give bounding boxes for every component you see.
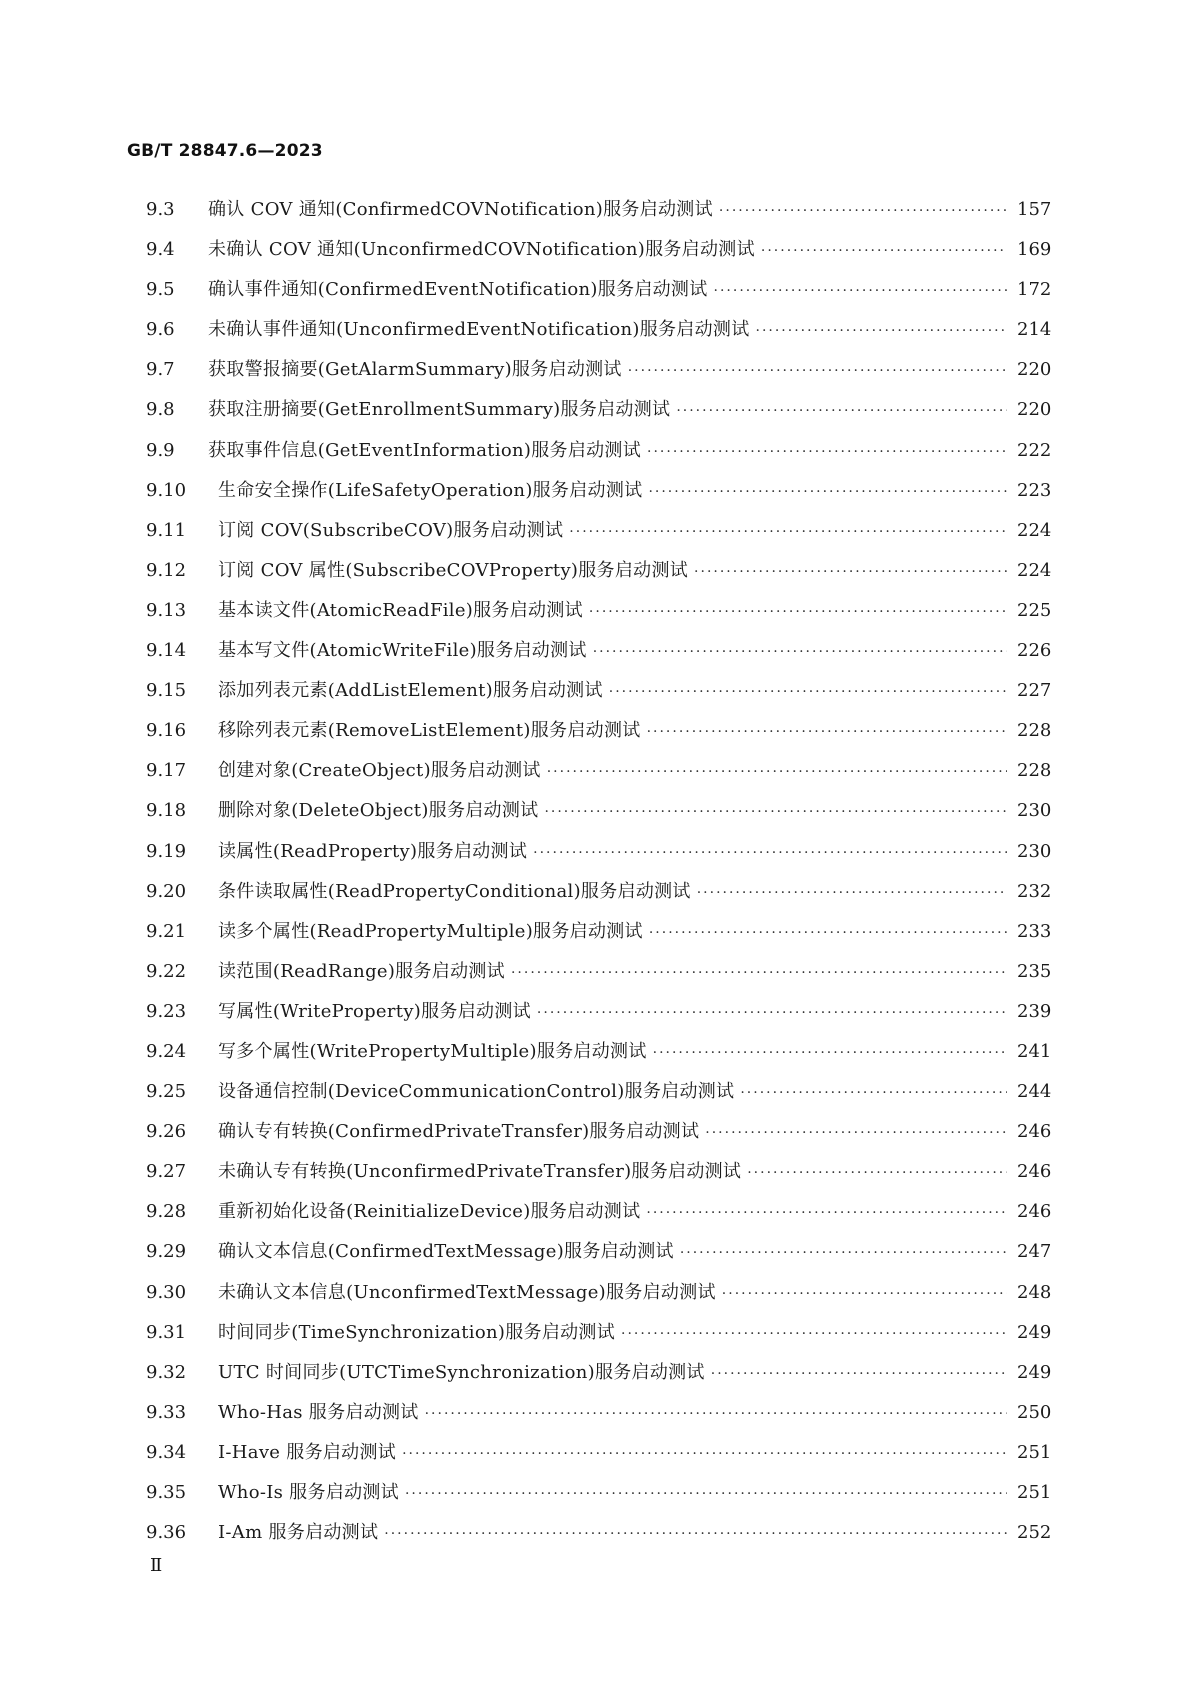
toc-entry-number: 9.22 [146, 960, 187, 982]
toc-entry-number: 9.28 [146, 1201, 187, 1223]
toc-entry-title: 生命安全操作(LifeSafetyOperation)服务启动测试 [218, 479, 643, 501]
toc-entry-title: 获取警报摘要(GetAlarmSummary)服务启动测试 [208, 359, 622, 381]
toc-dot-leader [747, 1153, 1007, 1193]
toc-entry[interactable] [146, 230, 1051, 270]
standard-number-header: GB/T 28847.6—2023 [127, 141, 323, 161]
toc-entry-title: 确认事件通知(ConfirmedEventNotification)服务启动测试 [208, 279, 708, 301]
toc-entry-number: 9.21 [146, 920, 187, 942]
toc-entry-title: 未确认专有转换(UnconfirmedPrivateTransfer)服务启动测试 [218, 1161, 742, 1183]
toc-entry[interactable] [146, 832, 1051, 872]
toc-entry[interactable] [146, 1273, 1051, 1313]
toc-dot-leader [648, 472, 1007, 512]
toc-entry-page: 226 [1017, 640, 1052, 662]
toc-entry-page: 230 [1017, 800, 1052, 822]
toc-dot-leader [511, 953, 1007, 993]
toc-entry-page: 169 [1017, 239, 1052, 261]
toc-entry[interactable] [146, 591, 1051, 631]
toc-dot-leader [646, 1193, 1007, 1233]
toc-entry[interactable] [146, 1393, 1051, 1433]
toc-entry-number: 9.9 [146, 439, 175, 461]
toc-entry-page: 249 [1017, 1321, 1052, 1343]
toc-entry-title: 获取注册摘要(GetEnrollmentSummary)服务启动测试 [208, 399, 671, 421]
toc-dot-leader [593, 632, 1007, 672]
toc-dot-leader [533, 833, 1007, 873]
toc-dot-leader [537, 993, 1007, 1033]
toc-entry-page: 235 [1017, 960, 1052, 982]
toc-entry-number: 9.14 [146, 640, 187, 662]
toc-entry[interactable] [146, 1152, 1051, 1192]
toc-dot-leader [589, 592, 1007, 632]
toc-entry-title: 基本写文件(AtomicWriteFile)服务启动测试 [218, 640, 587, 662]
toc-entry-number: 9.3 [146, 199, 175, 220]
toc-entry-page: 241 [1017, 1040, 1052, 1062]
toc-dot-leader [649, 913, 1007, 953]
toc-entry-number: 9.6 [146, 319, 175, 341]
toc-entry-title: 确认专有转换(ConfirmedPrivateTransfer)服务启动测试 [218, 1121, 700, 1143]
toc-entry[interactable] [146, 1513, 1051, 1553]
toc-entry-page: 244 [1017, 1081, 1052, 1103]
toc-entry-page: 228 [1017, 720, 1052, 742]
table-of-contents [146, 190, 1051, 1553]
toc-entry-number: 9.32 [146, 1361, 187, 1383]
toc-entry-title: 读属性(ReadProperty)服务启动测试 [218, 840, 528, 862]
toc-entry-number: 9.34 [146, 1441, 187, 1463]
toc-entry[interactable] [146, 1192, 1051, 1232]
toc-entry-number: 9.27 [146, 1161, 187, 1183]
toc-entry-title: 未确认文本信息(UnconfirmedTextMessage)服务启动测试 [218, 1281, 716, 1303]
toc-entry-page: 220 [1017, 359, 1052, 381]
toc-entry-number: 9.20 [146, 880, 187, 902]
toc-entry-number: 9.36 [146, 1522, 187, 1544]
toc-entry[interactable] [146, 711, 1051, 751]
toc-entry[interactable] [146, 1353, 1051, 1393]
toc-entry-number: 9.19 [146, 840, 187, 862]
toc-entry-title: 删除对象(DeleteObject)服务启动测试 [218, 800, 539, 822]
toc-entry-title: 确认 COV 通知(ConfirmedCOVNotification)服务启动测试 [208, 199, 713, 220]
toc-entry-number: 9.10 [146, 479, 187, 501]
toc-entry[interactable] [146, 912, 1051, 952]
toc-entry[interactable] [146, 1072, 1051, 1112]
toc-entry-page: 239 [1017, 1000, 1052, 1022]
toc-entry-page: 224 [1017, 559, 1052, 581]
toc-entry-number: 9.33 [146, 1401, 187, 1423]
toc-entry-title: 基本读文件(AtomicReadFile)服务启动测试 [218, 599, 583, 621]
toc-entry-page: 251 [1017, 1441, 1052, 1463]
toc-entry[interactable] [146, 751, 1051, 791]
toc-entry-page: 220 [1017, 399, 1052, 421]
toc-entry-number: 9.24 [146, 1040, 187, 1062]
toc-dot-leader [384, 1514, 1007, 1554]
toc-dot-leader [722, 1274, 1007, 1314]
toc-entry[interactable] [146, 671, 1051, 711]
toc-dot-leader [697, 873, 1007, 913]
toc-entry[interactable] [146, 1112, 1051, 1152]
toc-entry-number: 9.4 [146, 239, 175, 261]
toc-entry-title: UTC 时间同步(UTCTimeSynchronization)服务启动测试 [218, 1361, 705, 1383]
toc-dot-leader [694, 552, 1007, 592]
toc-entry-page: 246 [1017, 1161, 1052, 1183]
toc-entry-title: 添加列表元素(AddListElement)服务启动测试 [218, 680, 603, 702]
toc-dot-leader [711, 1354, 1007, 1394]
toc-dot-leader [402, 1434, 1007, 1474]
toc-entry-number: 9.8 [146, 399, 175, 421]
toc-entry[interactable] [146, 1313, 1051, 1353]
toc-entry-title: I-Have 服务启动测试 [218, 1441, 397, 1463]
toc-entry-number: 9.35 [146, 1482, 187, 1503]
toc-entry[interactable] [146, 270, 1051, 310]
toc-entry-title: Who-Is 服务启动测试 [218, 1482, 399, 1503]
toc-entry-title: 写多个属性(WritePropertyMultiple)服务启动测试 [218, 1040, 647, 1062]
toc-entry[interactable] [146, 190, 1051, 230]
toc-entry-page: 249 [1017, 1361, 1052, 1383]
toc-entry-title: 获取事件信息(GetEventInformation)服务启动测试 [208, 439, 642, 461]
toc-dot-leader [647, 432, 1007, 472]
toc-entry-title: 设备通信控制(DeviceCommunicationControl)服务启动测试 [218, 1081, 735, 1103]
toc-entry-page: 224 [1017, 519, 1052, 541]
toc-entry-number: 9.17 [146, 760, 187, 782]
toc-entry-number: 9.7 [146, 359, 175, 381]
toc-entry-number: 9.13 [146, 599, 187, 621]
toc-entry-page: 157 [1017, 199, 1052, 220]
toc-dot-leader [676, 391, 1007, 431]
toc-entry-number: 9.25 [146, 1081, 187, 1103]
toc-entry-page: 214 [1017, 319, 1052, 341]
toc-dot-leader [569, 512, 1007, 552]
toc-dot-leader [714, 271, 1007, 311]
toc-entry-page: 230 [1017, 840, 1052, 862]
toc-entry[interactable] [146, 1473, 1051, 1513]
toc-entry-title: 读多个属性(ReadPropertyMultiple)服务启动测试 [218, 920, 643, 942]
toc-entry-page: 250 [1017, 1401, 1052, 1423]
toc-entry-page: 246 [1017, 1121, 1052, 1143]
toc-entry-number: 9.31 [146, 1321, 187, 1343]
toc-entry-number: 9.29 [146, 1241, 187, 1263]
toc-entry[interactable] [146, 390, 1051, 430]
toc-entry-number: 9.15 [146, 680, 187, 702]
toc-entry-title: 订阅 COV(SubscribeCOV)服务启动测试 [218, 519, 564, 541]
toc-dot-leader [680, 1233, 1007, 1273]
toc-entry-title: 读范围(ReadRange)服务启动测试 [218, 960, 505, 982]
toc-entry-page: 223 [1017, 479, 1052, 501]
toc-entry-page: 247 [1017, 1241, 1052, 1263]
toc-entry[interactable] [146, 551, 1051, 591]
toc-entry-number: 9.18 [146, 800, 187, 822]
toc-dot-leader [547, 752, 1007, 792]
toc-entry[interactable] [146, 350, 1051, 390]
toc-entry[interactable] [146, 431, 1051, 471]
toc-dot-leader [761, 231, 1007, 271]
toc-entry-page: 222 [1017, 439, 1052, 461]
toc-entry-title: 未确认事件通知(UnconfirmedEventNotification)服务启动测试 [208, 319, 750, 341]
toc-entry-title: 确认文本信息(ConfirmedTextMessage)服务启动测试 [218, 1241, 674, 1263]
toc-dot-leader [740, 1073, 1007, 1113]
toc-entry-page: 232 [1017, 880, 1052, 902]
toc-entry[interactable] [146, 1433, 1051, 1473]
toc-entry[interactable] [146, 791, 1051, 831]
toc-dot-leader [653, 1033, 1007, 1073]
toc-entry-page: 248 [1017, 1281, 1052, 1303]
toc-entry-title: 写属性(WriteProperty)服务启动测试 [218, 1000, 531, 1022]
toc-entry-page: 228 [1017, 760, 1052, 782]
toc-entry-page: 252 [1017, 1522, 1052, 1544]
page-folio: Ⅱ [150, 1555, 163, 1576]
toc-entry-title: 条件读取属性(ReadPropertyConditional)服务启动测试 [218, 880, 691, 902]
toc-entry-title: 移除列表元素(RemoveListElement)服务启动测试 [218, 720, 641, 742]
toc-entry-number: 9.30 [146, 1281, 187, 1303]
toc-dot-leader [628, 351, 1007, 391]
toc-entry-number: 9.12 [146, 559, 187, 581]
toc-entry-page: 225 [1017, 599, 1052, 621]
toc-entry[interactable] [146, 471, 1051, 511]
toc-entry-page: 233 [1017, 920, 1052, 942]
toc-entry-number: 9.5 [146, 279, 175, 301]
toc-entry-page: 227 [1017, 680, 1052, 702]
toc-entry[interactable] [146, 511, 1051, 551]
toc-entry-page: 251 [1017, 1482, 1052, 1503]
toc-entry[interactable] [146, 872, 1051, 912]
toc-entry-number: 9.16 [146, 720, 187, 742]
toc-dot-leader [621, 1314, 1007, 1354]
toc-entry[interactable] [146, 952, 1051, 992]
toc-entry[interactable] [146, 992, 1051, 1032]
toc-dot-leader [425, 1394, 1007, 1434]
toc-entry-title: I-Am 服务启动测试 [218, 1522, 379, 1544]
toc-entry-page: 246 [1017, 1201, 1052, 1223]
toc-dot-leader [405, 1474, 1007, 1514]
toc-dot-leader [609, 672, 1007, 712]
toc-dot-leader [756, 311, 1008, 351]
toc-entry[interactable] [146, 1032, 1051, 1072]
toc-entry-title: 创建对象(CreateObject)服务启动测试 [218, 760, 541, 782]
toc-dot-leader [647, 712, 1007, 752]
toc-entry-page: 172 [1017, 279, 1052, 301]
toc-entry-title: 订阅 COV 属性(SubscribeCOVProperty)服务启动测试 [218, 559, 689, 581]
toc-entry-title: 重新初始化设备(ReinitializeDevice)服务启动测试 [218, 1201, 641, 1223]
toc-dot-leader [705, 1113, 1007, 1153]
toc-entry-title: Who-Has 服务启动测试 [218, 1401, 419, 1423]
toc-entry-title: 时间同步(TimeSynchronization)服务启动测试 [218, 1321, 616, 1343]
toc-entry-title: 未确认 COV 通知(UnconfirmedCOVNotification)服务启动测试 [208, 239, 755, 261]
toc-entry-number: 9.11 [146, 519, 187, 541]
toc-entry-number: 9.26 [146, 1121, 187, 1143]
toc-entry[interactable] [146, 310, 1051, 350]
toc-entry-number: 9.23 [146, 1000, 187, 1022]
toc-entry[interactable] [146, 1232, 1051, 1272]
toc-dot-leader [719, 191, 1007, 231]
toc-dot-leader [544, 792, 1007, 832]
toc-entry[interactable] [146, 631, 1051, 671]
